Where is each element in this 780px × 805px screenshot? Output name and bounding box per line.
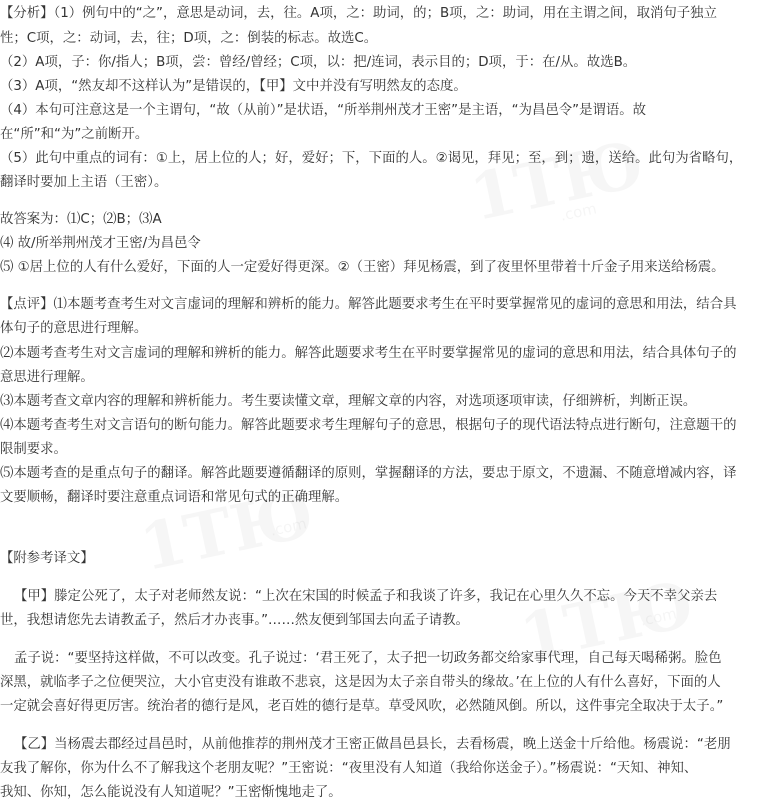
analysis-line-1: 【分析】（1）例句中的“之”，意思是动词，去，往。A项，之：助词，的；B项，之：助词，用在主谓之间，取消句子独立 [0,6,717,21]
translation-p1-line-1: 【甲】滕定公死了，太子对老师然友说：“上次在宋国的时候孟子和我谈了许多，我记在心里久久不忘。今天不幸父亲去 [14,589,718,604]
answer-line-1: 故答案为：⑴C；⑵B；⑶A [0,212,162,227]
translation-p1-line-2: 世，我想请您先去请教孟子，然后才办丧事。”……然友便到邹国去向孟子请教。 [0,613,469,628]
analysis-line-6: 在“所”和“为”之前断开。 [0,127,149,142]
translation-p2-line-2: 深黑，就临孝子之位便哭泣，大小官吏没有谁敢不悲哀，这是因为太子亲自带头的缘故。’在上位的人有什么喜好，下面的人 [0,675,721,690]
comment-line-1: 【点评】⑴本题考查考生对文言虚词的理解和辨析的能力。解答此题要求考生在平时要掌握常见的虚词的意思和用法，结合具 [0,297,737,312]
analysis-line-4: （3）A项，“然友却不这样认为”是错误的，【甲】文中并没有写明然友的态度。 [0,79,467,94]
watermark-graphic [268,511,309,542]
translation-p2-line-3: 一定就会喜好得更厉害。统治者的德行是风，老百姓的德行是草。草受风吹，必然随风倒。所以，这件事完全取决于太子。” [0,699,724,714]
comment-line-4: 意思进行理解。 [0,370,94,385]
translation-p3-line-1: 【乙】当杨震去郡经过昌邑时，从前他推荐的荆州茂才王密正做昌邑县长，去看杨震，晚上送金十斤给他。杨震说：“老朋 [14,737,731,752]
comment-line-9: 文要顺畅，翻译时要注意重点词语和常见句式的正确理解。 [0,490,349,505]
analysis-line-8: 翻译时要加上主语（王密）。 [0,175,168,190]
comment-line-6: ⑷本题考查考生对文言语句的断句能力。解答此题要求考生理解句子的意思，根据句子的现代语法特点进行断句，注意题干的 [0,418,737,433]
comment-line-5: ⑶本题考查文章内容的理解和辨析能力。考生要读懂文章，理解文章的内容，对选项逐项审读，仔细辨析，判断正误。 [0,394,697,409]
translation-p2-line-1: 孟子说：“要坚持这样做，不可以改变。孔子说过：‘君王死了，太子把一切政务都交给家事代理，自己每天喝稀粥。脸色 [14,651,722,666]
analysis-line-2: 性；C项，之：动词，去，往；D项，之：倒装的标志。故选C。 [0,31,378,46]
translation-p3-line-2: 友我了解你，你为什么不了解我这个老朋友呢？”王密说：“夜里没有人知道（我给你送金子）。”杨震说：“天知、神知、 [0,761,698,776]
comment-line-8: ⑸本题考查的是重点句子的翻译。解答此题要遵循翻译的原则，掌握翻译的方法，要忠于原文，不遗漏、不随意增减内容，译 [0,466,737,481]
answer-line-2: ⑷ 故/所举荆州茂才王密/为昌邑令 [0,236,201,251]
analysis-line-3: （2）A项，子：你/指人；B项，尝：曾经/曾经；C项，以：把/连词，表示目的；D项，于：在/从。故选B。 [0,55,637,70]
analysis-line-7: （5）此句中重点的词有：①上，居上位的人；好，爱好；下，下面的人。②谒见，拜见；至，到；遗，送给。此句为省略句， [0,151,743,166]
comment-line-3: ⑵本题考查考生对文言虚词的理解和辨析的能力。解答此题要求考生在平时要掌握常见的虚词的意思和用法，结合具体句子的 [0,346,737,361]
answer-line-3: ⑸ ①居上位的人有什么爱好，下面的人一定爱好得更深。②（王密）拜见杨震，到了夜里怀里带着十斤金子用来送给杨震。 [0,260,725,275]
comment-line-2: 体句子的意思进行理解。 [0,321,148,336]
comment-line-7: 限制要求。 [0,442,67,457]
analysis-line-5: （4）本句可注意这是一个主谓句，“故（从前）”是状语，“所举荆州茂才王密”是主语，“为昌邑令”是谓语。故 [0,103,647,118]
translation-heading: 【附参考译文】 [0,551,94,566]
translation-p3-line-3: 我知、你知，怎么能说没有人知道呢？”王密惭愧地走了。 [0,785,342,800]
